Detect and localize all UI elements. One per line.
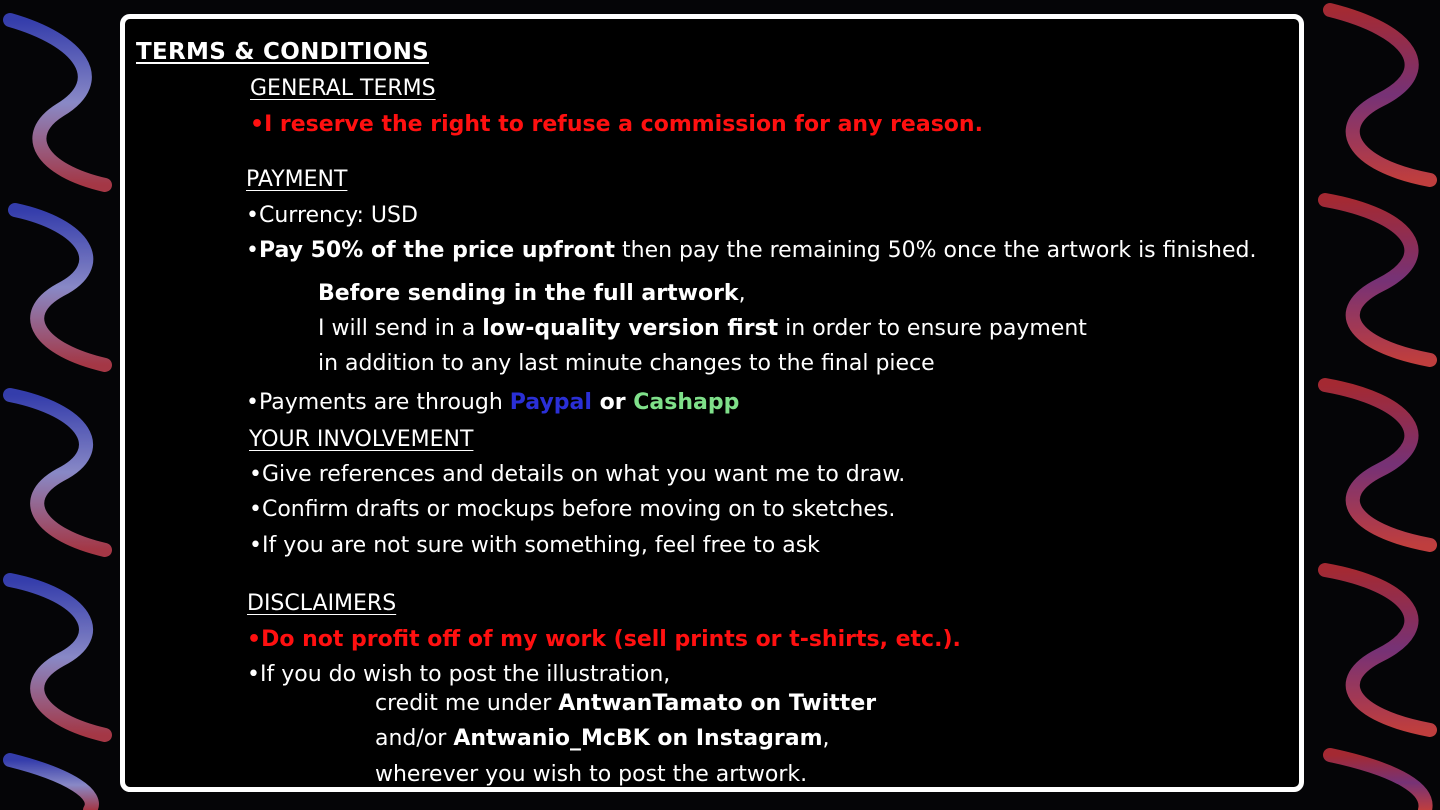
- before-bold: Before sending in the full artwork: [318, 281, 739, 306]
- profit-text: Do not profit off of my work (sell prints or t-shirts, etc.).: [261, 627, 961, 652]
- bullet: •: [246, 390, 259, 415]
- ask-text: If you are not sure with something, feel free to ask: [261, 533, 820, 558]
- involvement-item-drafts: [249, 497, 895, 523]
- bullet: •: [249, 497, 262, 522]
- before-comma: ,: [738, 281, 746, 306]
- post-text: If you do wish to post the illustration,: [259, 662, 671, 687]
- lowq-post: in order to ensure payment: [778, 316, 1087, 341]
- bullet: •: [247, 627, 262, 652]
- bullet: •: [247, 662, 260, 687]
- terms-panel: [120, 14, 1304, 792]
- involvement-heading: YOUR INVOLVEMENT: [249, 427, 474, 452]
- payment-before-line: [318, 281, 746, 307]
- payment-heading: PAYMENT: [246, 167, 348, 192]
- upfront-rest: then pay the remaining 50% once the artwork is finished.: [615, 238, 1257, 263]
- bullet: •: [246, 238, 259, 263]
- payment-addition-line: in addition to any last minute changes to the final piece: [318, 351, 935, 376]
- bullet: •: [249, 462, 262, 487]
- wherever-line: wherever you wish to post the artwork.: [375, 762, 808, 787]
- general-terms-heading: GENERAL TERMS: [250, 76, 436, 101]
- page-title: TERMS & CONDITIONS: [136, 39, 429, 65]
- or-text: or: [591, 390, 634, 415]
- lowq-bold: low-quality version first: [482, 316, 779, 341]
- cashapp-label: Cashapp: [633, 390, 740, 415]
- instagram-handle: Antwanio_McBK on Instagram: [453, 726, 823, 751]
- andor-post: ,: [822, 726, 830, 751]
- credit-twitter-line: [375, 691, 876, 717]
- andor-pre: and/or: [375, 726, 454, 751]
- drafts-text: Confirm drafts or mockups before moving on to sketches.: [261, 497, 896, 522]
- paypal-label: Paypal: [509, 390, 592, 415]
- twitter-handle: AntwanTamato on Twitter: [558, 691, 877, 716]
- credit-instagram-line: [375, 726, 830, 752]
- involvement-item-references: [249, 462, 905, 488]
- bullet: •: [250, 112, 265, 137]
- bullet: •: [249, 533, 262, 558]
- refuse-text: I reserve the right to refuse a commission for any reason.: [264, 112, 983, 137]
- credit-pre: credit me under: [375, 691, 559, 716]
- through-text: Payments are through: [258, 390, 510, 415]
- disclaimer-item-post: [247, 662, 670, 688]
- disclaimer-item-profit: [247, 627, 961, 653]
- payment-item-upfront: [246, 238, 1256, 264]
- currency-text: Currency: USD: [258, 203, 418, 228]
- general-item-refuse: [250, 112, 983, 138]
- disclaimers-heading: DISCLAIMERS: [247, 591, 397, 616]
- payment-lowq-line: [318, 316, 1087, 342]
- bullet: •: [246, 203, 259, 228]
- upfront-bold: Pay 50% of the price upfront: [258, 238, 615, 263]
- references-text: Give references and details on what you want me to draw.: [261, 462, 906, 487]
- payment-item-methods: [246, 390, 739, 416]
- payment-item-currency: [246, 203, 418, 229]
- involvement-item-ask: [249, 533, 820, 559]
- lowq-pre: I will send in a: [318, 316, 483, 341]
